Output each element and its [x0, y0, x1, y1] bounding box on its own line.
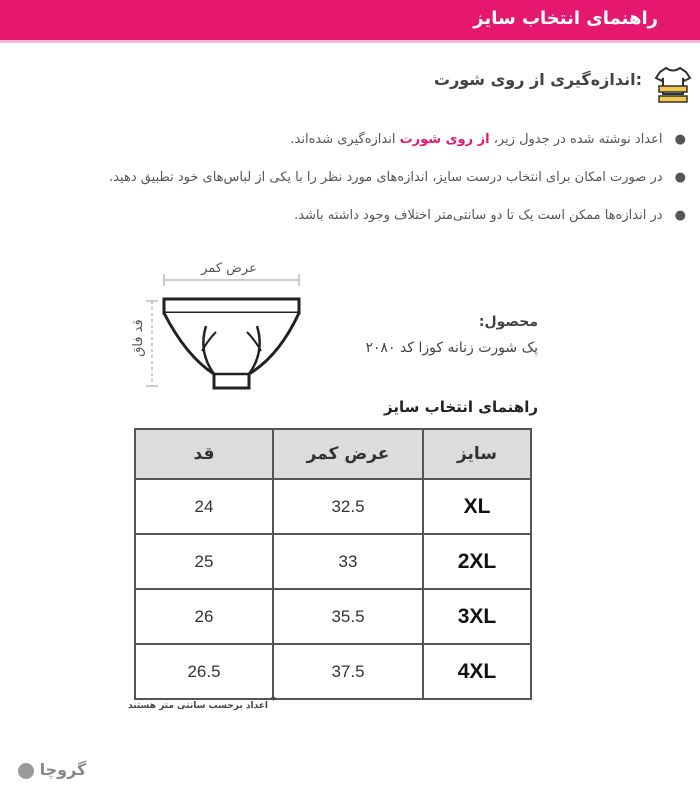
height-cell: 24 [135, 479, 273, 534]
page-title: راهنمای انتخاب سایز [473, 8, 658, 29]
brand-watermark [14, 760, 86, 779]
product-name: پک شورت زنانه کوزا کد ۲۰۸۰ [365, 340, 538, 356]
height-cell: 25 [135, 534, 273, 589]
bullet-dot: ● [674, 208, 686, 223]
height-cell: 26 [135, 589, 273, 644]
column-header-waist: عرض کمر [273, 429, 423, 479]
waist-cell: 37.5 [273, 644, 423, 699]
height-cell: 26.5 [135, 644, 273, 699]
column-header-height: قد [135, 429, 273, 479]
waist-cell: 33 [273, 534, 423, 589]
waist-width-label: عرض کمر [201, 261, 257, 276]
size-cell: XL [423, 479, 531, 534]
waist-cell: 32.5 [273, 479, 423, 534]
instruction-item: ● در اندازه‌ها ممکن است یک تا دو سانتی‌متر اختلاف وجود داشته باشد. [6, 206, 686, 226]
size-cell: 3XL [423, 589, 531, 644]
size-table-title: راهنمای انتخاب سایز [384, 398, 538, 416]
column-header-size: سایز [423, 429, 531, 479]
rise-height-label: قد فاق [131, 319, 146, 357]
units-footnote [128, 695, 276, 711]
bullet-dot: ● [674, 132, 686, 147]
highlight-text: از روی شورت [399, 132, 490, 147]
watermark-text: گروچا [39, 760, 87, 779]
header-bar [0, 0, 700, 43]
instruction-item: ● اعداد نوشته شده در جدول زیر، از روی شورت اندازه‌گیری شده‌اند. [6, 130, 686, 150]
footnote-star: * [270, 695, 276, 706]
section-title: اندازه‌گیری از روی شورت: [433, 70, 642, 89]
waist-cell: 35.5 [273, 589, 423, 644]
table-row [135, 479, 531, 534]
bullet-dot: ● [674, 170, 686, 185]
size-table [134, 428, 532, 700]
instructions-list [6, 130, 686, 244]
tshirt-ruler-icon [654, 64, 692, 104]
table-header-row [135, 429, 531, 479]
size-cell: 2XL [423, 534, 531, 589]
product-label: محصول: [478, 314, 538, 330]
brief-diagram [131, 256, 304, 396]
brand-logo-icon [18, 763, 34, 779]
table-row [135, 589, 531, 644]
size-cell: 4XL [423, 644, 531, 699]
table-row [135, 534, 531, 589]
footnote-text: اعداد برحسب سانتی متر هستند [128, 701, 268, 711]
table-row [135, 644, 531, 699]
instruction-item: ● در صورت امکان برای انتخاب درست سایز، اندازه‌های مورد نظر را با یکی از لباس‌های خود تطبیق دهید. [6, 168, 686, 188]
